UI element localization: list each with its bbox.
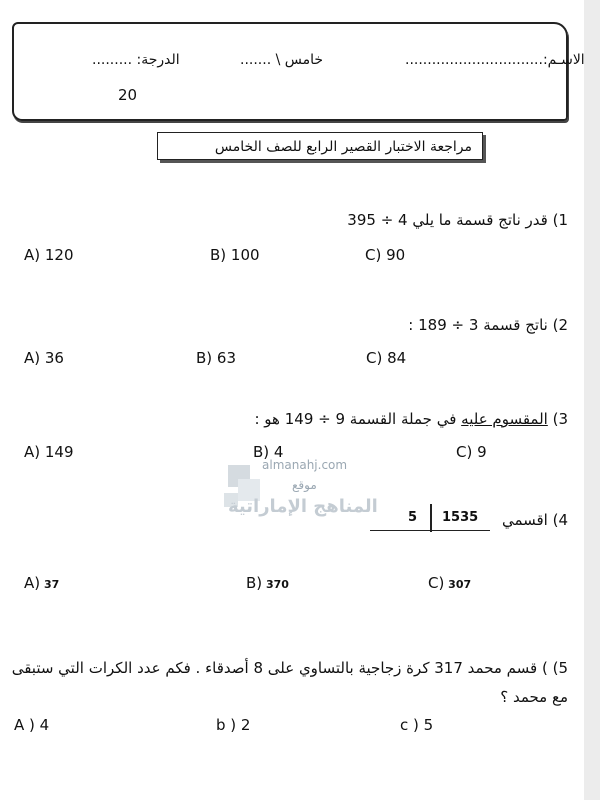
q5-option-b[interactable]: b ) 2 — [216, 716, 251, 734]
q2-option-a[interactable]: A) 36 — [24, 349, 64, 367]
division-dividend: 1535 — [442, 510, 479, 525]
q4-option-b-letter: B) — [246, 574, 263, 592]
question-1-text: 1) قدر ناتج قسمة ما يلي 4 ÷ 395 — [347, 211, 568, 229]
q4-option-a[interactable] — [24, 574, 59, 592]
student-info-box — [12, 22, 568, 121]
q3-option-c[interactable]: C) 9 — [456, 443, 487, 461]
q4-option-c[interactable] — [428, 574, 471, 592]
question-3-prefix: 3) — [547, 410, 568, 428]
q1-option-c[interactable]: C) 90 — [365, 246, 406, 264]
q3-option-b[interactable]: B) 4 — [253, 443, 284, 461]
q4-option-a-letter: A) — [24, 574, 41, 592]
question-3-text — [254, 410, 568, 428]
total-marks: 20 — [118, 86, 138, 104]
q2-option-b[interactable]: B) 63 — [196, 349, 236, 367]
q4-option-c-letter: C) — [428, 574, 445, 592]
question-3-rest: في جملة القسمة 9 ÷ 149 هو : — [254, 410, 462, 428]
q3-option-a[interactable]: A) 149 — [24, 443, 74, 461]
question-5-line-1: 5) ) قسم محمد 317 كرة زجاجية بالتساوي على 8 أصدقاء . فكم عدد الكرات التي ستبقى — [11, 659, 568, 677]
question-2-text: 2) ناتج قسمة 3 ÷ 189 : — [408, 316, 568, 334]
name-field-label: الاسـم:............................... — [405, 52, 585, 68]
question-3-underlined-term: المقسوم عليه — [461, 410, 548, 428]
watermark-name-line1: موقع — [292, 478, 317, 492]
watermark-site: almanahj.com — [262, 458, 348, 472]
q5-option-c[interactable]: c ) 5 — [400, 716, 434, 734]
question-5-line-2: مع محمد ؟ — [500, 688, 568, 706]
q2-option-c[interactable]: C) 84 — [366, 349, 407, 367]
q4-option-a-value: 37 — [43, 578, 60, 591]
q1-option-b[interactable]: B) 100 — [210, 246, 260, 264]
q4-option-c-value: 307 — [448, 578, 472, 591]
question-4-text: 4) اقسمي — [501, 511, 568, 529]
q4-option-b-value: 370 — [266, 578, 289, 591]
q1-option-a[interactable]: A) 120 — [24, 246, 74, 264]
page-title: مراجعة الاختبار القصير الرابع للصف الخامس — [157, 132, 483, 160]
q5-option-a[interactable]: A ) 4 — [14, 716, 50, 734]
class-field-label: خامس \ ....... — [240, 52, 324, 68]
grade-field-label: الدرجة: ......... — [92, 52, 180, 68]
division-divisor: 5 — [408, 510, 418, 525]
watermark-name-line2: المناهج الإماراتية — [228, 496, 378, 517]
q4-option-b[interactable] — [246, 574, 289, 592]
long-division-separator — [430, 504, 432, 532]
page-edge-strip — [584, 0, 600, 800]
